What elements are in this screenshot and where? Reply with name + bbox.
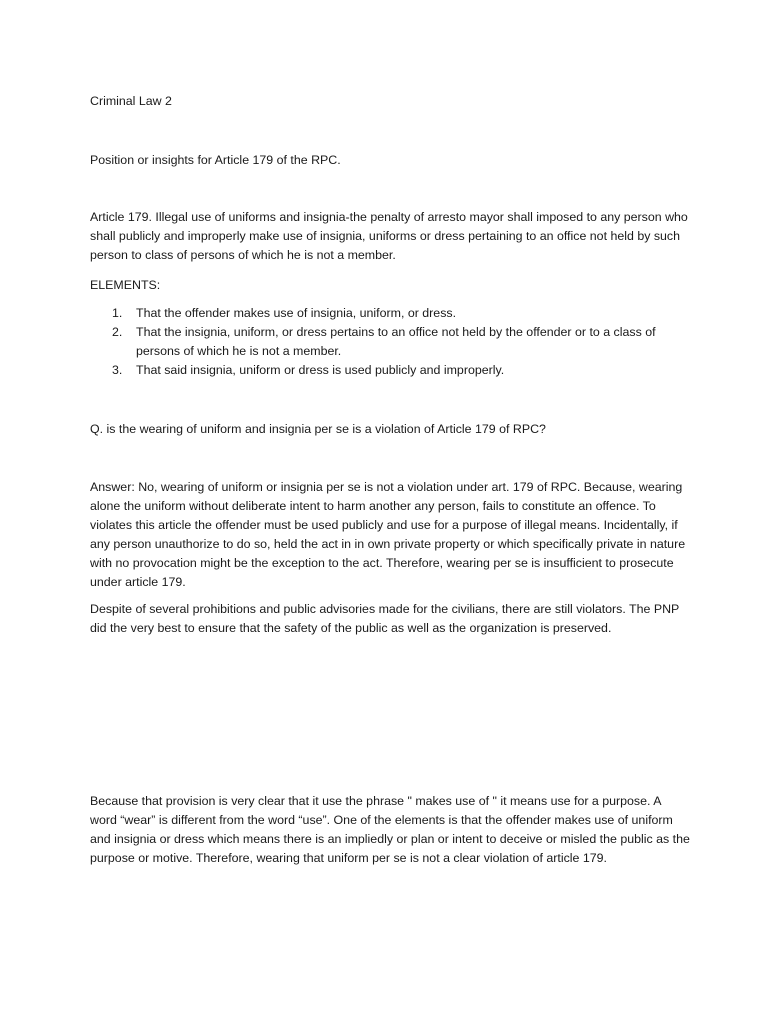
- elements-list: [90, 304, 690, 380]
- answer-paragraph: Answer: No, wearing of uniform or insignia per se is not a violation under art. 179 of RPC. Because, wearing alone the uniform without deliberate intent to harm another any person, fails to constitute an offence. To violates this article the offender must be used publicly and use for a purpose of illegal means. Incidentally, if any person unauthorize to do so, held the act in in own private property or which specifically private in nature with no provocation might be the exception to the act. Therefore, wearing per se is insufficient to prosecute under article 179.: [90, 480, 686, 589]
- because-paragraph: Because that provision is very clear that it use the phrase " makes use of " it means use for a purpose. A word “wear” is different from the word “use”. One of the elements is that the offender makes use of uniform and insignia or dress which means there is an impliedly or plan or intent to deceive or misled the public as the purpose or motive. Therefore, wearing that uniform per se is not a clear violation of article 179.: [90, 794, 690, 865]
- document-title: Criminal Law 2: [90, 94, 172, 108]
- list-item: [90, 304, 690, 323]
- list-item-text: That the insignia, uniform, or dress pertains to an office not held by the offender or to a class of persons of which he is not a member.: [136, 325, 656, 358]
- elements-heading: ELEMENTS:: [90, 278, 161, 292]
- list-item-number: 2.: [112, 325, 123, 339]
- list-item: [90, 323, 690, 361]
- despite-paragraph: Despite of several prohibitions and public advisories made for the civilians, there are still violators. The PNP did the very best to ensure that the safety of the public as well as the organization is preserved.: [90, 602, 680, 635]
- question-paragraph: Q. is the wearing of uniform and insignia per se is a violation of Article 179 of RPC?: [90, 422, 546, 436]
- list-item-text: That the offender makes use of insignia, uniform, or dress.: [136, 306, 457, 320]
- list-item-text: That said insignia, uniform or dress is used publicly and improperly.: [136, 363, 505, 377]
- list-item-number: 1.: [112, 306, 123, 320]
- list-item-number: 3.: [112, 363, 123, 377]
- article-paragraph: Article 179. Illegal use of uniforms and insignia-the penalty of arresto mayor shall imposed to any person who shall publicly and improperly make use of insignia, uniforms or dress pertaining to an office not held by such person to class of persons of which he is not a member.: [90, 210, 688, 262]
- position-line: Position or insights for Article 179 of the RPC.: [90, 153, 341, 167]
- list-item: [90, 361, 690, 380]
